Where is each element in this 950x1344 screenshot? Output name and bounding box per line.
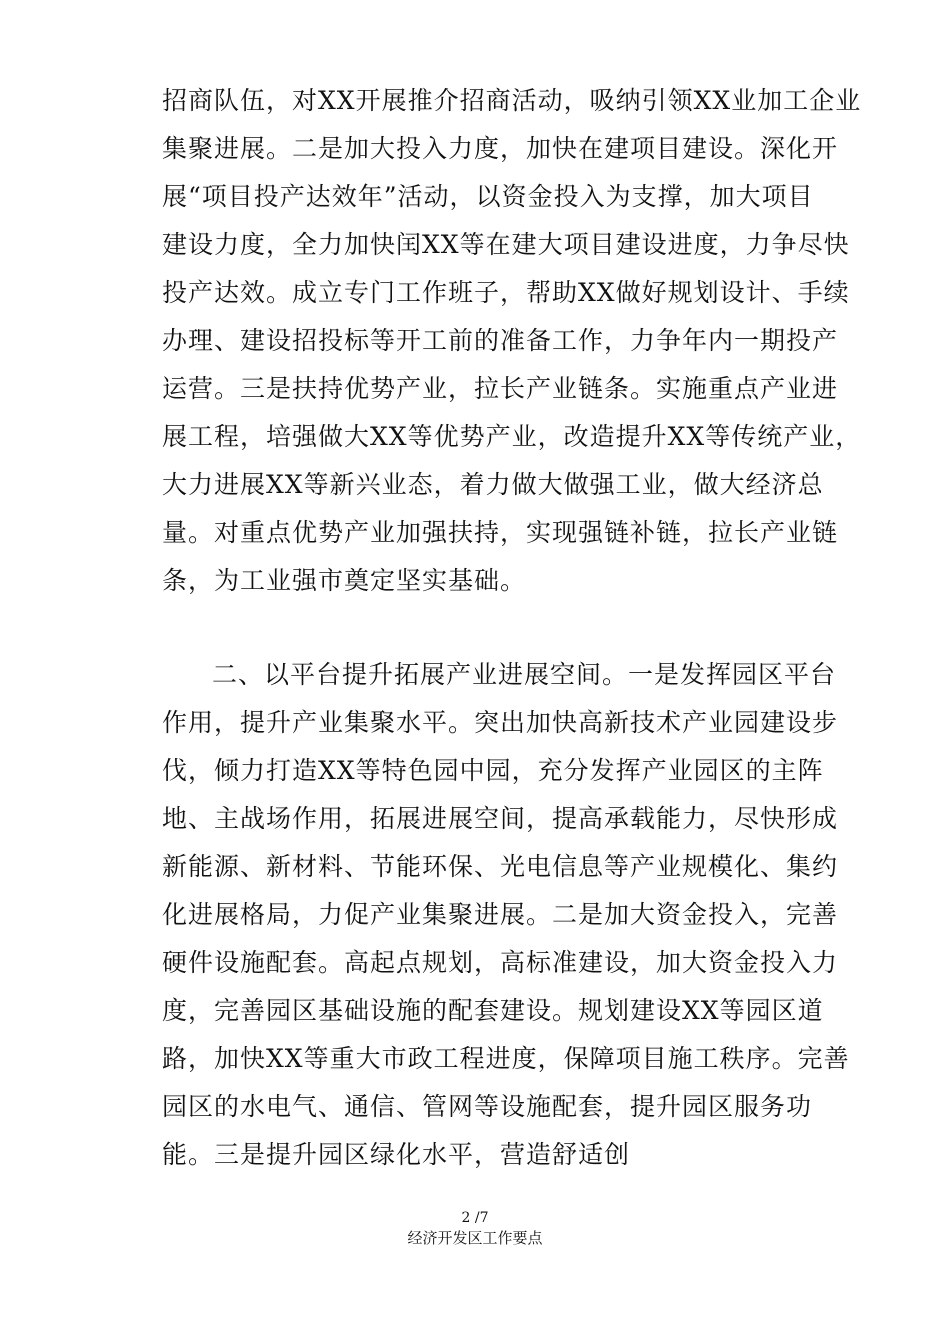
text-line: 度，完善园区基础设施的配套建设。规划建设XX等园区道 xyxy=(162,996,824,1025)
text-line: 投产达效。成立专门工作班子，帮助XX做好规划设计、手续 xyxy=(162,278,850,307)
text-line: 能。三是提升园区绿化水平，营造舒适创 xyxy=(162,1140,631,1169)
text-line: 展“项目投产达效年”活动，以资金投入为支撑，加大项目 xyxy=(162,182,814,211)
text-line: 条，为工业强市奠定坚实基础。 xyxy=(162,566,527,595)
text-line: 地、主战场作用，拓展进展空间，提高承载能力，尽快形成 xyxy=(162,804,839,833)
text-line: 作用，提升产业集聚水平。突出加快高新技术产业园建设步 xyxy=(162,708,839,737)
text-line: 硬件设施配套。高起点规划，高标准建设，加大资金投入力 xyxy=(162,948,839,977)
text-line: 办理、建设招投标等开工前的准备工作，力争年内一期投产 xyxy=(162,326,839,355)
text-line: 展工程，培强做大XX等优势产业，改造提升XX等传统产业， xyxy=(162,422,862,451)
page-number: 2 /7 xyxy=(461,1210,489,1226)
text-line: 集聚进展。二是加大投入力度，加快在建项目建设。深化开 xyxy=(162,134,839,163)
text-line: 化进展格局，力促产业集聚进展。二是加大资金投入，完善 xyxy=(162,900,839,929)
text-line: 园区的水电气、通信、管网等设施配套，提升园区服务功 xyxy=(162,1092,813,1121)
text-line: 建设力度，全力加快闰XX等在建大项目建设进度，力争尽快 xyxy=(162,230,850,259)
text-line: 量。对重点优势产业加强扶持，实现强链补链，拉长产业链 xyxy=(162,518,839,547)
text-line: 招商队伍，对XX开展推介招商活动，吸纳引领XX业加工企业 xyxy=(162,86,862,115)
text-line: 大力进展XX等新兴业态，着力做大做强工业，做大经济总 xyxy=(162,470,824,499)
text-line: 运营。三是扶持优势产业，拉长产业链条。实施重点产业进 xyxy=(162,374,839,403)
text-line: 路，加快XX等重大市政工程进度，保障项目施工秩序。完善 xyxy=(162,1044,850,1073)
text-line: 二、以平台提升拓展产业进展空间。一是发挥园区平台 xyxy=(212,660,837,689)
text-line: 伐，倾力打造XX等特色园中园，充分发挥产业园区的主阵 xyxy=(162,756,824,785)
footer-title: 经济开发区工作要点 xyxy=(407,1229,543,1247)
text-line: 新能源、新材料、节能环保、光电信息等产业规模化、集约 xyxy=(162,852,839,881)
